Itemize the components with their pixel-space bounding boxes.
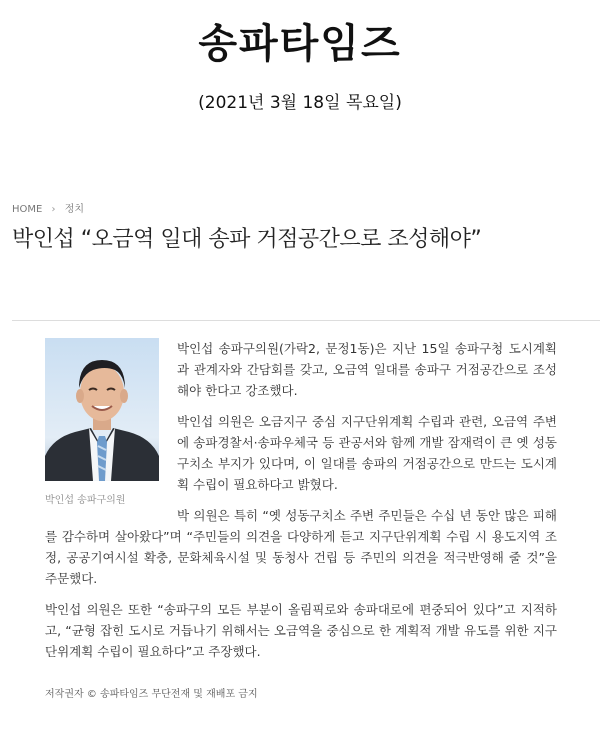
- breadcrumb: [12, 200, 84, 215]
- divider: [12, 320, 600, 321]
- masthead-title[interactable]: 송파타임즈: [198, 21, 402, 67]
- publication-date: (2021년 3월 18일 목요일): [198, 93, 402, 113]
- chevron-right-icon: ›: [51, 204, 56, 215]
- copyright-notice: 저작권자 © 송파타임즈 무단전재 및 재배포 금지: [45, 689, 258, 700]
- breadcrumb-home-link[interactable]: HOME: [12, 204, 43, 215]
- article-paragraph: 박인섭 송파구의원(가락2, 문정1동)은 지난 15일 송파구청 도시계획과 관계자와 간담회를 갖고, 오금역 일대를 송파구 거점공간으로 조성해야 한다고 강조했다.: [177, 341, 557, 398]
- photo-caption: 박인섭 송파구의원: [45, 495, 126, 506]
- article-paragraph: 박인섭 의원은 또한 “송파구의 모든 부분이 올림픽로와 송파대로에 편중되어 있다”고 지적하고, “균형 잡힌 도시로 거듭나기 위해서는 오금역을 중심으로 한 계획적 개발 유도를 위한 지구단위계획 수립이 필요하다”고 주장했다.: [45, 602, 557, 659]
- article-paragraph: 박 의원은 특히 “옛 성동구치소 주변 주민들은 수십 년 동안 많은 피해를 감수하며 살아왔다”며 “주민들의 의견을 다양하게 듣고 지구단위계획 수립 시 용도지역 조정, 공공기여시설 확충, 문화체육시설 및 동청사 건립 등 주민의 의견을 적극반영해 줄 것”을 주문했다.: [45, 508, 557, 586]
- breadcrumb-section-link[interactable]: 정치: [64, 204, 85, 215]
- portrait-image: [45, 338, 159, 481]
- article-paragraph: 박인섭 의원은 오금지구 중심 지구단위계획 수립과 관련, 오금역 주변에 송파경찰서·송파우체국 등 관공서와 함께 개발 잠재력이 큰 옛 성동구치소 부지가 있다며, 이 일대를 송파의 거점공간으로 만드는 도시계획 수립이 필요하다고 밝혔다.: [177, 414, 557, 492]
- councilor-photo: [45, 338, 159, 481]
- article-headline: 박인섭 “오금역 일대 송파 거점공간으로 조성해야”: [12, 227, 482, 252]
